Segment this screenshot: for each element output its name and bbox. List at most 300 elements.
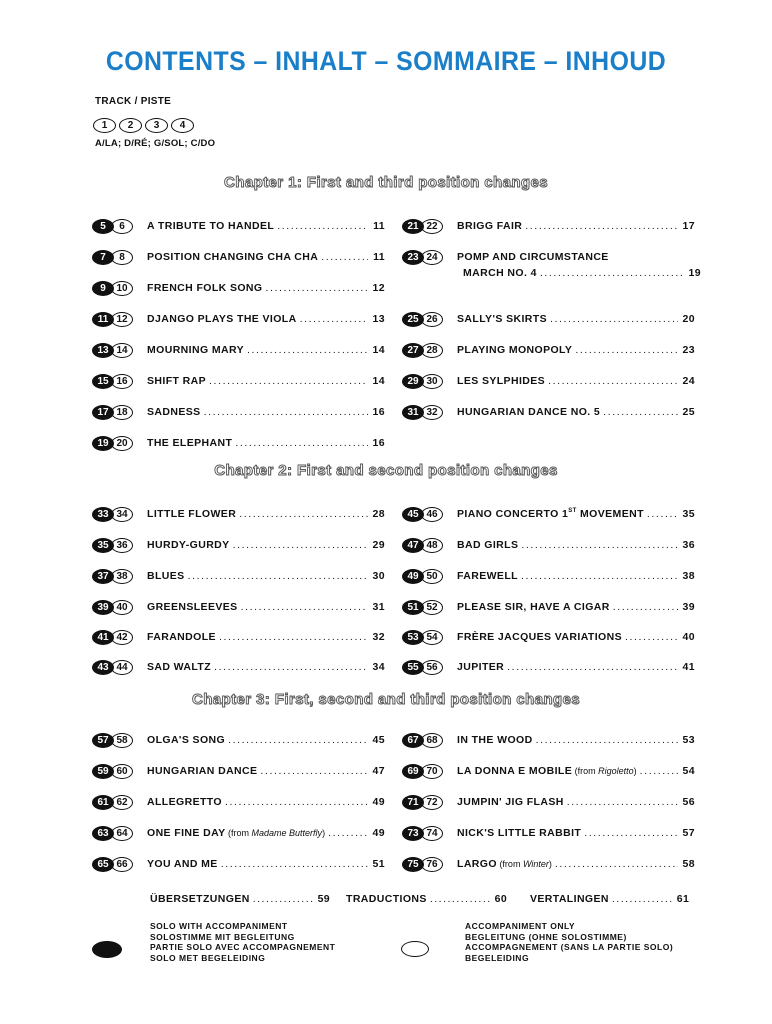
toc-entry-text	[457, 539, 695, 551]
piece-source-prefix: (from	[228, 828, 252, 838]
accompaniment-track-badge: 8	[111, 250, 133, 265]
accompaniment-track-badge: 58	[111, 733, 133, 748]
piece-title	[147, 765, 257, 777]
dot-leader	[647, 508, 678, 520]
accompaniment-track-badge: 24	[421, 250, 443, 265]
accompaniment-track-badge: 62	[111, 795, 133, 810]
toc-entry-text	[457, 251, 695, 263]
toc-entry	[402, 730, 695, 750]
toc-entry	[402, 216, 695, 236]
toc-entry-text	[147, 220, 385, 232]
track-badges	[92, 600, 144, 615]
dot-leader	[239, 508, 368, 520]
solo-track-badge: 55	[402, 660, 424, 675]
toc-entry-text	[147, 570, 385, 582]
toc-entry-text	[457, 313, 695, 325]
piece-title-text: FARANDOLE	[147, 631, 216, 643]
legend-line: BEGLEITUNG (OHNE SOLOSTIMME)	[465, 931, 627, 942]
piece-title	[457, 858, 552, 870]
page-number: 35	[682, 508, 695, 520]
page-number: 11	[373, 251, 385, 263]
piece-title-text: MOURNING MARY	[147, 344, 244, 356]
toc-entry-text	[457, 375, 695, 387]
solo-track-badge: 39	[92, 600, 114, 615]
translations-page: 59	[317, 893, 331, 905]
track-badges	[402, 733, 454, 748]
toc-entry	[92, 597, 385, 617]
page-number: 39	[682, 601, 695, 613]
toc-entry	[402, 247, 701, 279]
translations-label: ÜBERSETZUNGEN	[150, 893, 250, 905]
accompaniment-track-badge: 32	[421, 405, 443, 420]
piece-source-work: Rigoletto	[598, 766, 634, 776]
toc-entry-text	[457, 220, 695, 232]
solo-track-badge: 23	[402, 250, 424, 265]
toc-entry	[92, 823, 385, 843]
accompaniment-track-badge: 14	[111, 343, 133, 358]
page-number: 58	[682, 858, 695, 870]
tuning-keys: A/LA; D/RÉ; G/SOL; C/DO	[95, 138, 216, 149]
page-number: 53	[682, 734, 695, 746]
dot-leader	[584, 827, 678, 839]
piece-title-text: ONE FINE DAY	[147, 827, 226, 839]
accompaniment-track-badge: 22	[421, 219, 443, 234]
toc-entry-text	[457, 734, 695, 746]
piece-title-text: FAREWELL	[457, 570, 518, 582]
accompaniment-track-badge: 6	[111, 219, 133, 234]
track-badges	[92, 857, 144, 872]
dot-leader	[507, 661, 678, 673]
track-badges	[92, 405, 144, 420]
page-number: 31	[372, 601, 385, 613]
piece-title	[457, 508, 644, 520]
piece-title	[147, 631, 216, 643]
page-number: 30	[372, 570, 385, 582]
piece-source-work: Winter	[522, 859, 549, 869]
piece-title	[457, 796, 564, 808]
track-badges	[92, 630, 144, 645]
solo-track-badge: 49	[402, 569, 424, 584]
toc-entry-text	[147, 251, 385, 263]
page-number: 49	[372, 796, 385, 808]
toc-entry	[402, 823, 695, 843]
toc-entry-text	[147, 827, 385, 839]
piece-title	[457, 539, 518, 551]
accompaniment-track-badge: 42	[111, 630, 133, 645]
piece-title	[147, 601, 238, 613]
page-number: 56	[682, 796, 695, 808]
piece-title	[457, 344, 572, 356]
page-number: 29	[372, 539, 385, 551]
toc-entry-text-line2	[463, 267, 701, 279]
toc-entry	[92, 792, 385, 812]
piece-title-text: A TRIBUTE TO HANDEL	[147, 220, 275, 232]
solo-track-badge: 61	[92, 795, 114, 810]
chapter-heading: Chapter 3: First, second and third position changes	[192, 691, 580, 708]
piece-title	[147, 661, 211, 673]
dot-leader	[214, 661, 368, 673]
accompaniment-track-symbol-icon	[401, 941, 429, 957]
page-number: 13	[372, 313, 385, 325]
toc-entry-text	[147, 601, 385, 613]
toc-entry-text	[457, 796, 695, 808]
track-number-badge: 4	[171, 118, 194, 133]
toc-entry	[402, 597, 695, 617]
page-number: 14	[372, 344, 385, 356]
dot-leader	[204, 406, 368, 418]
piece-title-text: SHIFT RAP	[147, 375, 207, 387]
piece-title	[147, 796, 222, 808]
dot-leader	[640, 765, 678, 777]
legend-accompaniment	[465, 921, 673, 963]
piece-title-text: PLEASE SIR, HAVE A CIGAR	[457, 601, 610, 613]
page-number: 20	[682, 313, 695, 325]
piece-title	[457, 375, 545, 387]
toc-entry	[402, 792, 695, 812]
accompaniment-track-badge: 50	[421, 569, 443, 584]
toc-entry-text	[147, 765, 385, 777]
dot-leader	[521, 570, 678, 582]
toc-entry-text	[147, 437, 385, 449]
solo-track-badge: 33	[92, 507, 114, 522]
piece-title	[457, 601, 610, 613]
toc-entry	[92, 216, 385, 236]
piece-title	[147, 437, 232, 449]
accompaniment-track-badge: 76	[421, 857, 443, 872]
toc-entry-text	[457, 601, 695, 613]
accompaniment-track-badge: 10	[111, 281, 133, 296]
track-badges	[92, 569, 144, 584]
solo-track-badge: 5	[92, 219, 114, 234]
page-number: 47	[372, 765, 385, 777]
toc-entry-text	[147, 282, 385, 294]
accompaniment-track-badge: 16	[111, 374, 133, 389]
toc-entry-text	[147, 631, 385, 643]
accompaniment-track-badge: 60	[111, 764, 133, 779]
track-number-badge: 1	[93, 118, 116, 133]
track-badges	[402, 630, 454, 645]
piece-title-line2: MARCH NO. 4	[463, 267, 537, 279]
toc-entry	[92, 761, 385, 781]
piece-source	[572, 766, 637, 776]
solo-track-badge: 37	[92, 569, 114, 584]
toc-entry	[92, 627, 385, 647]
track-badges	[92, 374, 144, 389]
toc-entry	[92, 309, 385, 329]
page-number: 23	[682, 344, 695, 356]
piece-title-text: GREENSLEEVES	[147, 601, 238, 613]
dot-leader: ..............	[252, 893, 315, 905]
toc-entry	[92, 854, 385, 874]
accompaniment-track-badge: 20	[111, 436, 133, 451]
toc-entry-text	[147, 796, 385, 808]
accompaniment-track-badge: 46	[421, 507, 443, 522]
page-number: 36	[682, 539, 695, 551]
accompaniment-track-badge: 48	[421, 538, 443, 553]
toc-entry	[92, 340, 385, 360]
solo-track-badge: 75	[402, 857, 424, 872]
toc-entry	[402, 402, 695, 422]
track-badges	[92, 795, 144, 810]
toc-entry-text	[457, 631, 695, 643]
piece-title-suffix: MOVEMENT	[576, 508, 644, 520]
accompaniment-track-badge: 26	[421, 312, 443, 327]
dot-leader	[300, 313, 368, 325]
track-badges	[402, 250, 454, 265]
track-badges	[402, 405, 454, 420]
track-number-badge: 2	[119, 118, 142, 133]
toc-entry-text	[147, 313, 385, 325]
piece-title-text: SADNESS	[147, 406, 201, 418]
accompaniment-track-badge: 36	[111, 538, 133, 553]
dot-leader	[540, 267, 684, 279]
dot-leader	[521, 539, 678, 551]
accompaniment-track-badge: 66	[111, 857, 133, 872]
piece-title-text: BRIGG FAIR	[457, 220, 523, 232]
track-badges	[92, 281, 144, 296]
piece-title	[147, 827, 325, 839]
piece-title-text: JUMPIN' JIG FLASH	[457, 796, 564, 808]
dot-leader	[235, 437, 368, 449]
dot-leader	[241, 601, 368, 613]
accompaniment-track-badge: 40	[111, 600, 133, 615]
legend-line: SOLO MET BEGELEIDING	[150, 952, 266, 963]
piece-title	[457, 827, 581, 839]
track-badges	[92, 660, 144, 675]
page-number: 14	[372, 375, 385, 387]
dot-leader	[575, 344, 678, 356]
toc-entry-text	[457, 406, 695, 418]
piece-title-text: LITTLE FLOWER	[147, 508, 237, 520]
piece-title-text: PIANO CONCERTO 1	[457, 508, 569, 520]
piece-title-text: BAD GIRLS	[457, 539, 519, 551]
accompaniment-track-badge: 52	[421, 600, 443, 615]
solo-track-badge: 73	[402, 826, 424, 841]
accompaniment-track-badge: 12	[111, 312, 133, 327]
page-number: 38	[682, 570, 695, 582]
solo-track-badge: 31	[402, 405, 424, 420]
accompaniment-track-badge: 64	[111, 826, 133, 841]
toc-entry	[92, 278, 385, 298]
piece-source-prefix: (from	[574, 766, 599, 776]
track-badges	[402, 374, 454, 389]
track-badges	[92, 733, 144, 748]
toc-entry-text	[147, 406, 385, 418]
dot-leader	[228, 734, 368, 746]
solo-track-badge: 7	[92, 250, 114, 265]
toc-entry-text	[457, 827, 695, 839]
toc-entry-text	[147, 344, 385, 356]
piece-title-text: THE ELEPHANT	[147, 437, 233, 449]
toc-entry	[92, 730, 385, 750]
toc-entry	[92, 371, 385, 391]
accompaniment-track-badge: 72	[421, 795, 443, 810]
piece-title-text: POSITION CHANGING CHA CHA	[147, 251, 319, 263]
solo-track-badge: 47	[402, 538, 424, 553]
piece-source-work: Madame Butterfly	[251, 828, 323, 838]
legend-line: SOLO WITH ACCOMPANIMENT	[150, 921, 288, 931]
track-badges	[402, 569, 454, 584]
chapter-heading: Chapter 2: First and second position changes	[214, 462, 558, 479]
solo-track-symbol-icon	[92, 941, 122, 958]
piece-title	[457, 631, 622, 643]
solo-track-badge: 15	[92, 374, 114, 389]
page-number: 45	[372, 734, 385, 746]
toc-entry	[402, 566, 695, 586]
toc-entry	[402, 657, 695, 677]
track-number-group	[93, 118, 194, 133]
legend-line: PARTIE SOLO AVEC ACCOMPAGNEMENT	[150, 942, 336, 952]
dot-leader	[525, 220, 678, 232]
solo-track-badge: 57	[92, 733, 114, 748]
track-badges	[402, 507, 454, 522]
piece-title-text: YOU AND ME	[147, 858, 218, 870]
page-number: 24	[682, 375, 695, 387]
dot-leader	[328, 827, 368, 839]
dot-leader	[219, 631, 368, 643]
ordinal-suffix: ST	[568, 508, 577, 514]
accompaniment-track-badge: 56	[421, 660, 443, 675]
solo-track-badge: 27	[402, 343, 424, 358]
track-number-badge: 3	[145, 118, 168, 133]
accompaniment-track-badge: 68	[421, 733, 443, 748]
piece-title	[147, 313, 297, 325]
solo-track-badge: 63	[92, 826, 114, 841]
solo-track-badge: 9	[92, 281, 114, 296]
track-badges	[92, 312, 144, 327]
track-badges	[402, 795, 454, 810]
dot-leader	[625, 631, 678, 643]
track-badges	[402, 219, 454, 234]
solo-track-badge: 45	[402, 507, 424, 522]
track-badges	[92, 343, 144, 358]
solo-track-badge: 11	[92, 312, 114, 327]
legend-line: ACCOMPAGNEMENT (SANS LA PARTIE SOLO)	[465, 942, 674, 952]
toc-entry	[402, 504, 695, 524]
toc-entry	[402, 627, 695, 647]
page-number: 28	[372, 508, 385, 520]
solo-track-badge: 19	[92, 436, 114, 451]
toc-entry-text	[147, 734, 385, 746]
toc-entry	[402, 340, 695, 360]
track-label: TRACK / PISTE	[95, 96, 172, 107]
dot-leader	[567, 796, 678, 808]
translations-entry	[346, 893, 507, 905]
track-badges	[92, 538, 144, 553]
piece-title-text: LES SYLPHIDES	[457, 375, 546, 387]
track-badges	[92, 764, 144, 779]
solo-track-badge: 51	[402, 600, 424, 615]
translations-page: 60	[494, 893, 508, 905]
piece-title	[147, 375, 206, 387]
toc-entry	[92, 433, 385, 453]
toc-entry-text	[457, 508, 695, 520]
piece-title	[147, 220, 274, 232]
piece-title-text: DJANGO PLAYS THE VIOLA	[147, 313, 297, 325]
toc-entry	[402, 761, 695, 781]
page-number: 41	[682, 661, 695, 673]
piece-title-text: FRÈRE JACQUES VARIATIONS	[457, 631, 622, 643]
piece-source-suffix: )	[322, 828, 326, 838]
legend-solo	[150, 921, 335, 963]
page-number: 51	[372, 858, 385, 870]
track-badges	[402, 764, 454, 779]
piece-title-text: FRENCH FOLK SONG	[147, 282, 263, 294]
piece-title	[147, 734, 225, 746]
dot-leader	[555, 858, 678, 870]
track-badges	[402, 312, 454, 327]
page-number: 16	[372, 437, 385, 449]
solo-track-badge: 67	[402, 733, 424, 748]
dot-leader	[613, 601, 678, 613]
toc-entry-text	[147, 858, 385, 870]
track-badges	[402, 660, 454, 675]
piece-title	[147, 508, 236, 520]
accompaniment-track-badge: 54	[421, 630, 443, 645]
accompaniment-track-badge: 74	[421, 826, 443, 841]
piece-title	[457, 220, 522, 232]
piece-title	[147, 282, 262, 294]
solo-track-badge: 35	[92, 538, 114, 553]
piece-title-text: HURDY-GURDY	[147, 539, 230, 551]
piece-title-text: PLAYING MONOPOLY	[457, 344, 573, 356]
piece-source-suffix: )	[548, 859, 552, 869]
dot-leader: ..............	[611, 893, 674, 905]
track-badges	[92, 826, 144, 841]
toc-entry	[92, 566, 385, 586]
dot-leader	[321, 251, 368, 263]
track-badges	[402, 600, 454, 615]
piece-title-text: HUNGARIAN DANCE NO. 5	[457, 406, 601, 418]
dot-leader	[603, 406, 678, 418]
page-number: 11	[373, 220, 385, 232]
page-number: 19	[688, 267, 701, 279]
toc-entry-text	[147, 508, 385, 520]
page-number: 17	[682, 220, 695, 232]
track-badges	[402, 826, 454, 841]
piece-title-text: BLUES	[147, 570, 185, 582]
dot-leader	[221, 858, 368, 870]
solo-track-badge: 29	[402, 374, 424, 389]
accompaniment-track-badge: 38	[111, 569, 133, 584]
page-number: 54	[682, 765, 695, 777]
track-badges	[92, 436, 144, 451]
dot-leader	[260, 765, 368, 777]
piece-source-prefix: (from	[499, 859, 523, 869]
toc-entry-text	[147, 539, 385, 551]
dot-leader	[188, 570, 368, 582]
page-number: 16	[372, 406, 385, 418]
toc-entry-text	[457, 858, 695, 870]
solo-track-badge: 13	[92, 343, 114, 358]
piece-title-text: LARGO	[457, 858, 497, 870]
accompaniment-track-badge: 44	[111, 660, 133, 675]
toc-entry	[402, 854, 695, 874]
track-badges	[92, 507, 144, 522]
legend-line: ACCOMPANIMENT ONLY	[465, 921, 576, 931]
page-number: 57	[682, 827, 695, 839]
legend-line: BEGELEIDING	[465, 952, 530, 963]
toc-entry	[92, 657, 385, 677]
piece-title	[457, 765, 637, 777]
legend-line: SOLOSTIMME MIT BEGLEITUNG	[150, 931, 295, 942]
translations-page: 61	[676, 893, 690, 905]
translations-entry	[150, 893, 330, 905]
piece-title	[457, 251, 609, 263]
piece-title	[457, 313, 547, 325]
toc-entry	[92, 535, 385, 555]
piece-title-text: SALLY'S SKIRTS	[457, 313, 547, 325]
